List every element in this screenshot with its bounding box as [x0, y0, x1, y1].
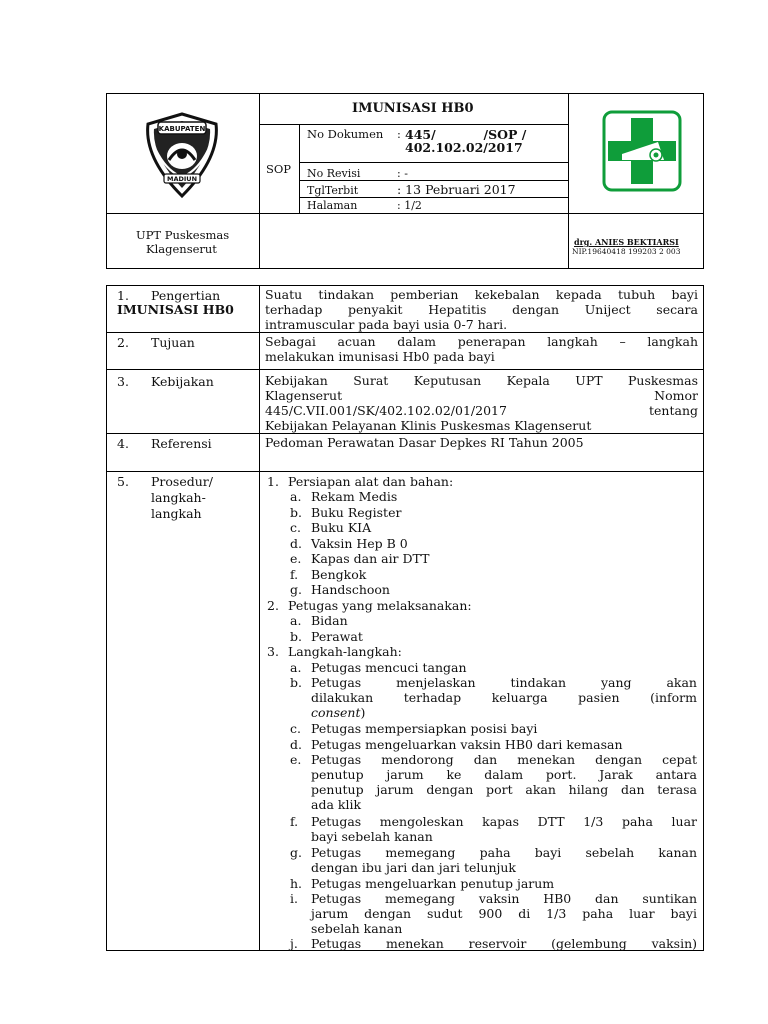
terbit-value: : 13 Pebruari 2017: [397, 182, 516, 197]
section-5-label: langkah-: [151, 490, 206, 505]
section-5-label: Prosedur/: [151, 474, 213, 489]
list-item-letter: f.: [290, 567, 299, 582]
list-item: Rekam Medis: [311, 489, 398, 504]
section-2-line: melakukan imunisasi Hb0 pada bayi: [265, 349, 495, 364]
list-item: bayi sebelah kanan: [311, 829, 433, 844]
kabupaten-madiun-logo: [136, 110, 228, 200]
list-item: Petugas menekan reservoir (gelembung vaksin): [311, 936, 697, 951]
dokumen-label: No Dokumen: [307, 127, 384, 141]
dokumen-value-line2: 402.102.02/2017: [405, 140, 523, 155]
list-item-letter: b.: [290, 629, 302, 644]
list-item-letter: e.: [290, 551, 302, 566]
section-3-number: 3.: [117, 374, 129, 389]
section-3-line: Klagenserut Nomor: [265, 388, 698, 403]
inform-consent-text: consent: [311, 705, 361, 720]
step-number: 2.: [267, 598, 279, 613]
section-5-number: 5.: [117, 474, 129, 489]
list-item-letter: a.: [290, 613, 302, 628]
section-1-sublabel: IMUNISASI HB0: [117, 302, 234, 317]
terbit-label: TglTerbit: [307, 184, 359, 197]
list-item-letter: i.: [290, 891, 298, 906]
section-2-label: Tujuan: [151, 335, 195, 350]
section-3-line: Kebijakan Pelayanan Klinis Puskesmas Klagenserut: [265, 418, 592, 433]
signer-name: drg. ANIES BEKTIARSI: [574, 237, 679, 247]
list-item: Petugas mengeluarkan penutup jarum: [311, 876, 555, 891]
closing-paren: ): [360, 705, 366, 720]
section-3-line: Kebijakan Surat Keputusan Kepala UPT Puskesmas: [265, 373, 698, 388]
puskesmas-logo: [602, 110, 682, 192]
signer-nip: NIP.19640418 199203 2 003: [572, 247, 681, 256]
dokumen-colon: :: [397, 127, 401, 141]
step-title: Persiapan alat dan bahan:: [288, 474, 454, 489]
section-1-line: terhadap penyakit Hepatitis dengan Uniject secara: [265, 302, 698, 317]
section-1-number: 1.: [117, 288, 129, 303]
section-5-label: langkah: [151, 506, 202, 521]
sop-label: SOP: [266, 162, 292, 176]
list-item: Perawat: [311, 629, 363, 644]
list-item-letter: g.: [290, 845, 302, 860]
list-item: Buku Register: [311, 505, 402, 520]
list-item: penutup jarum ke dalam port. Jarak antara: [311, 767, 697, 782]
list-item: Petugas mempersiapkan posisi bayi: [311, 721, 538, 736]
unit-name-line1: UPT Puskesmas: [136, 228, 230, 242]
section-3-label: Kebijakan: [151, 374, 214, 389]
sop-title: IMUNISASI HB0: [352, 101, 474, 116]
list-item: penutup jarum dengan port akan hilang dan terasa: [311, 782, 697, 797]
section-2-number: 2.: [117, 335, 129, 350]
list-item: Vaksin Hep B 0: [311, 536, 408, 551]
list-item-letter: g.: [290, 582, 302, 597]
list-item-letter: j.: [290, 936, 298, 951]
list-item: Buku KIA: [311, 520, 372, 535]
section-1-label: Pengertian: [151, 288, 221, 303]
revisi-value: : -: [397, 167, 408, 180]
list-item: Bidan: [311, 613, 348, 628]
list-item: dilakukan terhadap keluarga pasien (inform: [311, 690, 697, 705]
list-item-letter: b.: [290, 675, 302, 690]
list-item: Petugas mencuci tangan: [311, 660, 467, 675]
list-item-letter: e.: [290, 752, 302, 767]
list-item-letter: a.: [290, 489, 302, 504]
section-2-line: Sebagai acuan dalam penerapan langkah – langkah: [265, 334, 698, 349]
section-1-line: intramuscular pada bayi usia 0-7 hari.: [265, 317, 508, 332]
section-4-number: 4.: [117, 436, 129, 451]
svg-text:KABUPATEN: KABUPATEN: [158, 125, 206, 133]
list-item: Petugas mendorong dan menekan dengan cepat: [311, 752, 697, 767]
revisi-label: No Revisi: [307, 167, 361, 180]
step-title: Petugas yang melaksanakan:: [288, 598, 472, 613]
list-item-letter: c.: [290, 721, 301, 736]
section-4-line: Pedoman Perawatan Dasar Depkes RI Tahun 2005: [265, 435, 584, 450]
list-item: Handschoon: [311, 582, 390, 597]
list-item: Petugas menjelaskan tindakan yang akan: [311, 675, 697, 690]
list-item-letter: b.: [290, 505, 302, 520]
list-item: Petugas memegang paha bayi sebelah kanan: [311, 845, 697, 860]
list-item: sebelah kanan: [311, 921, 403, 936]
unit-name-line2: Klagenserut: [146, 242, 217, 256]
dokumen-value-line1: 445/ /SOP /: [405, 127, 527, 142]
list-item-letter: c.: [290, 520, 301, 535]
list-item: ada klik: [311, 797, 362, 812]
step-number: 1.: [267, 474, 279, 489]
section-4-label: Referensi: [151, 436, 212, 451]
list-item-letter: f.: [290, 814, 299, 829]
list-item: Petugas memegang vaksin HB0 dan suntikan: [311, 891, 697, 906]
list-item: Bengkok: [311, 567, 367, 582]
svg-text:MADIUN: MADIUN: [166, 175, 198, 183]
list-item-letter: h.: [290, 876, 303, 891]
halaman-label: Halaman: [307, 199, 358, 212]
list-item: Petugas mengeluarkan vaksin HB0 dari kemasan: [311, 737, 623, 752]
section-3-line: 445/C.VII.001/SK/402.102.02/01/2017 tentang: [265, 403, 698, 418]
list-item-letter: d.: [290, 536, 302, 551]
list-item: jarum dengan sudut 900 di 1/3 paha luar bayi: [311, 906, 697, 921]
section-1-line: Suatu tindakan pemberian kekebalan kepada tubuh bayi: [265, 287, 698, 302]
step-number: 3.: [267, 644, 279, 659]
list-item: Petugas mengoleskan kapas DTT 1/3 paha luar: [311, 814, 697, 829]
list-item: [311, 705, 365, 720]
halaman-value: : 1/2: [397, 199, 422, 212]
list-item-letter: d.: [290, 737, 302, 752]
list-item: dengan ibu jari dan jari telunjuk: [311, 860, 516, 875]
step-title: Langkah-langkah:: [288, 644, 402, 659]
list-item: Kapas dan air DTT: [311, 551, 430, 566]
list-item-letter: a.: [290, 660, 302, 675]
